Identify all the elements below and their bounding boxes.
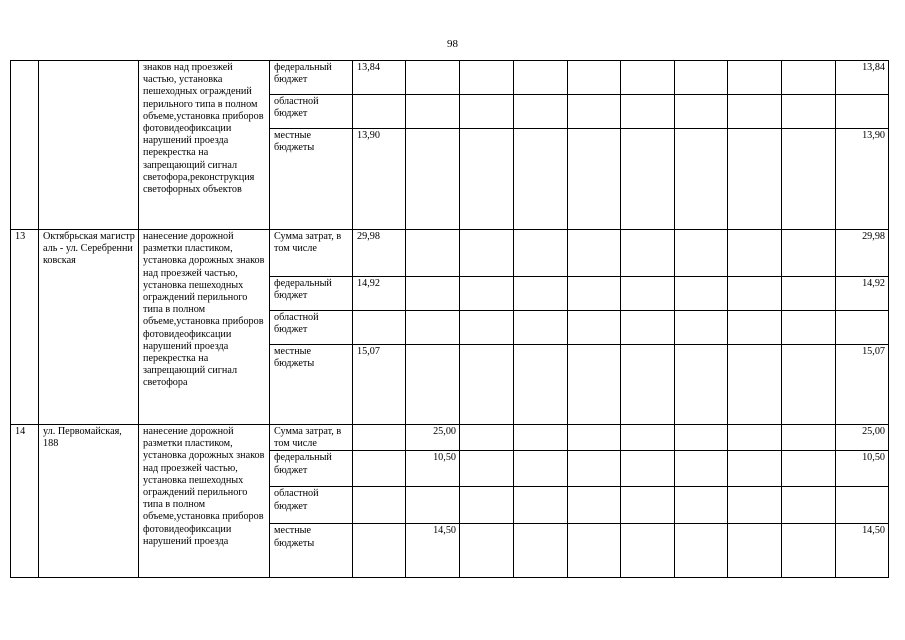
empty-cell	[621, 129, 675, 230]
empty-cell	[568, 524, 621, 578]
row-work-description: нанесение дорожной разметки пластиком, установка дорожных знаков над проезжей частью, установка пешеходных ограждений перильного типа в полном объеме,установка приборов фотовидеофиксации нарушений проезда	[139, 425, 270, 578]
value-total: 29,98	[836, 230, 889, 277]
empty-cell	[728, 230, 782, 277]
empty-cell	[460, 345, 514, 425]
empty-cell	[782, 230, 836, 277]
funding-source: местные бюджеты	[270, 524, 353, 578]
value-year-1: 29,98	[353, 230, 406, 277]
value-year-1	[353, 95, 406, 129]
value-total: 25,00	[836, 425, 889, 451]
empty-cell	[782, 129, 836, 230]
value-year-1	[353, 487, 406, 524]
empty-cell	[675, 277, 728, 311]
empty-cell	[568, 451, 621, 487]
empty-cell	[621, 425, 675, 451]
empty-cell	[675, 524, 728, 578]
empty-cell	[675, 61, 728, 95]
value-total	[836, 95, 889, 129]
row-work-description: нанесение дорожной разметки пластиком, установка дорожных знаков над проезжей частью, установка пешеходных ограждений перильного типа в полном объеме,установка приборов фотовидеофиксации нарушений проезда перекрестка на запрещающий сигнал светофора	[139, 230, 270, 425]
budget-table	[10, 60, 889, 578]
value-year-2	[406, 61, 460, 95]
empty-cell	[568, 230, 621, 277]
value-total: 13,84	[836, 61, 889, 95]
value-year-1	[353, 524, 406, 578]
empty-cell	[514, 230, 568, 277]
value-year-1: 13,84	[353, 61, 406, 95]
funding-source: федеральный бюджет	[270, 61, 353, 95]
funding-source: областной бюджет	[270, 487, 353, 524]
empty-cell	[568, 345, 621, 425]
value-total: 10,50	[836, 451, 889, 487]
value-year-2: 10,50	[406, 451, 460, 487]
value-year-2	[406, 129, 460, 230]
empty-cell	[782, 425, 836, 451]
empty-cell	[460, 61, 514, 95]
empty-cell	[460, 487, 514, 524]
funding-source: местные бюджеты	[270, 345, 353, 425]
value-total: 13,90	[836, 129, 889, 230]
empty-cell	[728, 345, 782, 425]
value-total: 14,50	[836, 524, 889, 578]
row-number: 14	[11, 425, 39, 578]
empty-cell	[782, 487, 836, 524]
empty-cell	[460, 524, 514, 578]
page-number: 98	[447, 38, 458, 50]
empty-cell	[621, 524, 675, 578]
empty-cell	[514, 425, 568, 451]
empty-cell	[675, 345, 728, 425]
empty-cell	[621, 451, 675, 487]
empty-cell	[514, 487, 568, 524]
table-row	[11, 425, 889, 451]
empty-cell	[675, 95, 728, 129]
empty-cell	[728, 524, 782, 578]
row-address: Октябрьская магистраль - ул. Серебренниковская	[39, 230, 139, 425]
empty-cell	[675, 425, 728, 451]
empty-cell	[728, 277, 782, 311]
funding-source: федеральный бюджет	[270, 451, 353, 487]
value-year-2: 25,00	[406, 425, 460, 451]
value-year-2	[406, 277, 460, 311]
empty-cell	[728, 425, 782, 451]
row-work-description: знаков над проезжей частью, установка пешеходных ограждений перильного типа в полном объеме,установка приборов фотовидеофиксации нарушений проезда перекрестка на запрещающий сигнал светофора,реконструкция светофорных объектов	[139, 61, 270, 230]
value-year-1: 15,07	[353, 345, 406, 425]
value-year-1: 13,90	[353, 129, 406, 230]
empty-cell	[621, 311, 675, 345]
empty-cell	[460, 451, 514, 487]
empty-cell	[568, 61, 621, 95]
empty-cell	[728, 129, 782, 230]
value-year-1	[353, 311, 406, 345]
empty-cell	[728, 311, 782, 345]
value-total	[836, 311, 889, 345]
value-total	[836, 487, 889, 524]
empty-cell	[675, 487, 728, 524]
empty-cell	[568, 95, 621, 129]
empty-cell	[514, 451, 568, 487]
empty-cell	[621, 487, 675, 524]
empty-cell	[728, 487, 782, 524]
empty-cell	[514, 345, 568, 425]
funding-source: областной бюджет	[270, 95, 353, 129]
empty-cell	[621, 277, 675, 311]
row-address: ул. Первомайская, 188	[39, 425, 139, 578]
funding-source: Сумма затрат, в том числе	[270, 425, 353, 451]
value-year-1	[353, 425, 406, 451]
row-number: 13	[11, 230, 39, 425]
value-year-1	[353, 451, 406, 487]
empty-cell	[782, 61, 836, 95]
value-year-2	[406, 311, 460, 345]
empty-cell	[568, 487, 621, 524]
empty-cell	[568, 129, 621, 230]
row-number	[11, 61, 39, 230]
value-year-2	[406, 487, 460, 524]
empty-cell	[782, 311, 836, 345]
value-year-2	[406, 230, 460, 277]
empty-cell	[782, 345, 836, 425]
empty-cell	[728, 95, 782, 129]
empty-cell	[782, 277, 836, 311]
table-row	[11, 230, 889, 277]
empty-cell	[460, 425, 514, 451]
empty-cell	[568, 311, 621, 345]
empty-cell	[621, 95, 675, 129]
empty-cell	[514, 524, 568, 578]
value-year-2	[406, 95, 460, 129]
empty-cell	[675, 230, 728, 277]
value-year-2: 14,50	[406, 524, 460, 578]
value-total: 15,07	[836, 345, 889, 425]
empty-cell	[675, 451, 728, 487]
empty-cell	[675, 311, 728, 345]
empty-cell	[621, 345, 675, 425]
funding-source: местные бюджеты	[270, 129, 353, 230]
value-year-2	[406, 345, 460, 425]
empty-cell	[728, 61, 782, 95]
table-row	[11, 61, 889, 95]
funding-source: областной бюджет	[270, 311, 353, 345]
empty-cell	[514, 277, 568, 311]
empty-cell	[621, 230, 675, 277]
empty-cell	[782, 451, 836, 487]
empty-cell	[514, 129, 568, 230]
funding-source: Сумма затрат, в том числе	[270, 230, 353, 277]
empty-cell	[460, 95, 514, 129]
row-address	[39, 61, 139, 230]
empty-cell	[621, 61, 675, 95]
empty-cell	[460, 311, 514, 345]
value-total: 14,92	[836, 277, 889, 311]
empty-cell	[514, 61, 568, 95]
empty-cell	[514, 95, 568, 129]
value-year-1: 14,92	[353, 277, 406, 311]
empty-cell	[728, 451, 782, 487]
empty-cell	[568, 425, 621, 451]
empty-cell	[675, 129, 728, 230]
empty-cell	[514, 311, 568, 345]
funding-source: федеральный бюджет	[270, 277, 353, 311]
empty-cell	[460, 230, 514, 277]
empty-cell	[782, 95, 836, 129]
empty-cell	[460, 129, 514, 230]
empty-cell	[460, 277, 514, 311]
empty-cell	[782, 524, 836, 578]
empty-cell	[568, 277, 621, 311]
